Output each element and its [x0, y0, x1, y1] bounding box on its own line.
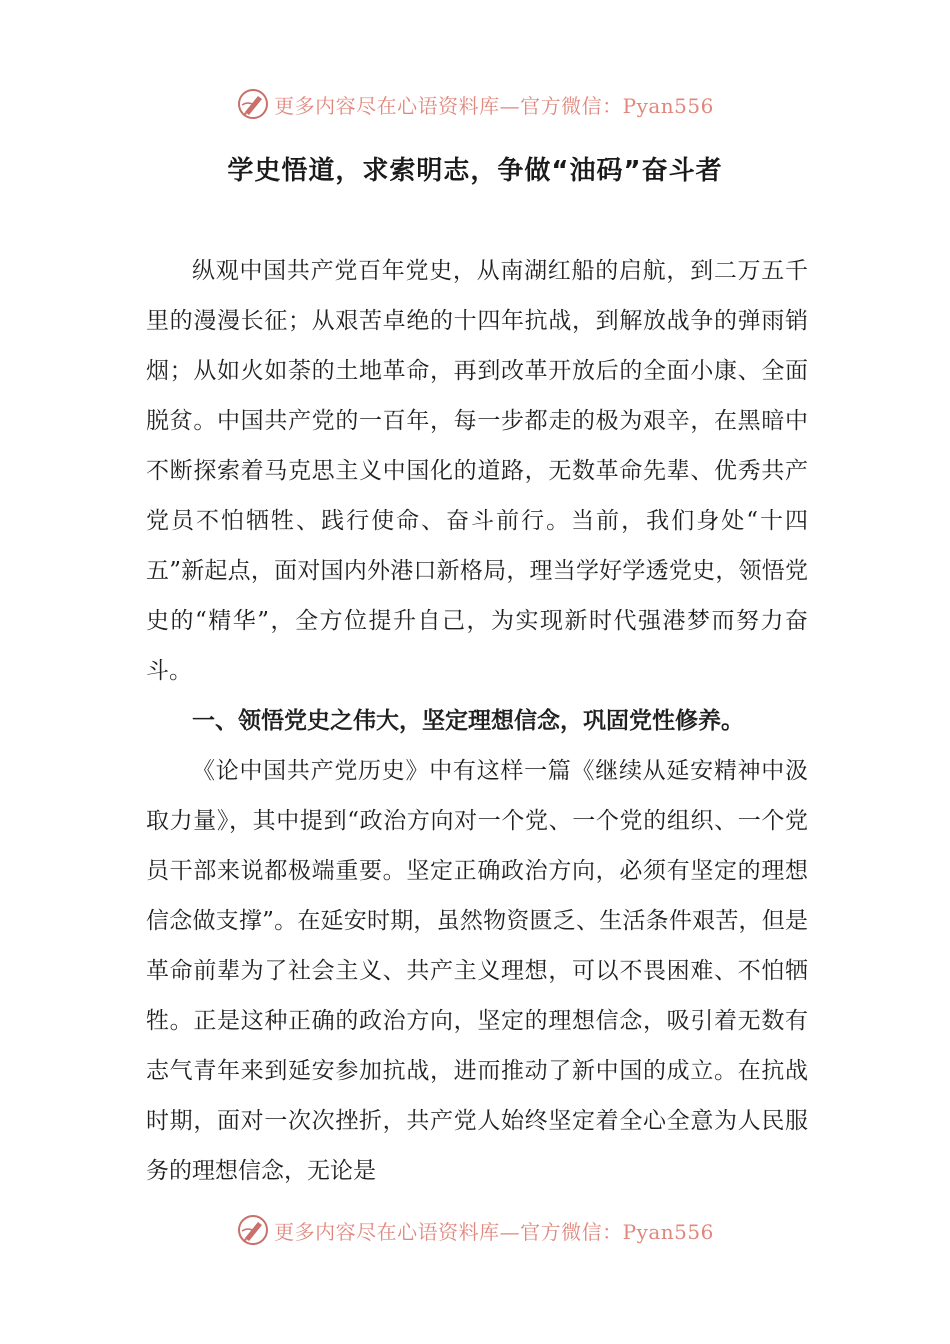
watermark-text: 更多内容尽在心语资料库—官方微信：Pyan556 — [274, 93, 714, 118]
body-paragraph: 《论中国共产党历史》中有这样一篇《继续从延安精神中汲取力量》，其中提到“政治方向对一个党、一个党的组织、一个党员干部来说都极端重要。坚定正确政治方向，必须有坚定的理想信念做支撑”。在延安时期，虽然物资匮乏、生活条件艰苦，但是革命前辈为了社会主义、共产主义理想，可以不畏困难、不怕牺牲。正是这种正确的政治方向，坚定的理想信念，吸引着无数有志气青年来到延安参加抗战，进而推动了新中国的成立。在抗战时期，面对一次次挫折，共产党人始终坚定着全心全意为人民服务的理想信念，无论是 — [146, 758, 808, 1184]
header-watermark — [0, 84, 950, 124]
footer-watermark — [0, 1210, 950, 1250]
body-paragraph: 纵观中国共产党百年党史，从南湖红船的启航，到二万五千里的漫漫长征；从艰苦卓绝的十四年抗战，到解放战争的弹雨销烟；从如火如荼的土地革命，再到改革开放后的全面小康、全面脱贫。中国共产党的一百年，每一步都走的极为艰辛，在黑暗中不断探索着马克思主义中国化的道路，无数革命先辈、优秀共产党员不怕牺牲、践行使命、奋斗前行。当前，我们身处“十四五”新起点，面对国内外港口新格局，理当学好学透党史，领悟党史的“精华”，全方位提升自己，为实现新时代强港梦而努力奋斗。 — [146, 258, 808, 684]
document-body — [146, 246, 808, 1196]
pen-nib-logo-icon — [236, 1213, 270, 1247]
pen-nib-logo-icon — [236, 87, 270, 121]
document-title: 学史悟道，求索明志，争做“油码”奋斗者 — [227, 156, 723, 186]
section-heading: 一、领悟党史之伟大，坚定理想信念，巩固党性修养。 — [192, 708, 744, 734]
watermark-text: 更多内容尽在心语资料库—官方微信：Pyan556 — [274, 1219, 714, 1244]
